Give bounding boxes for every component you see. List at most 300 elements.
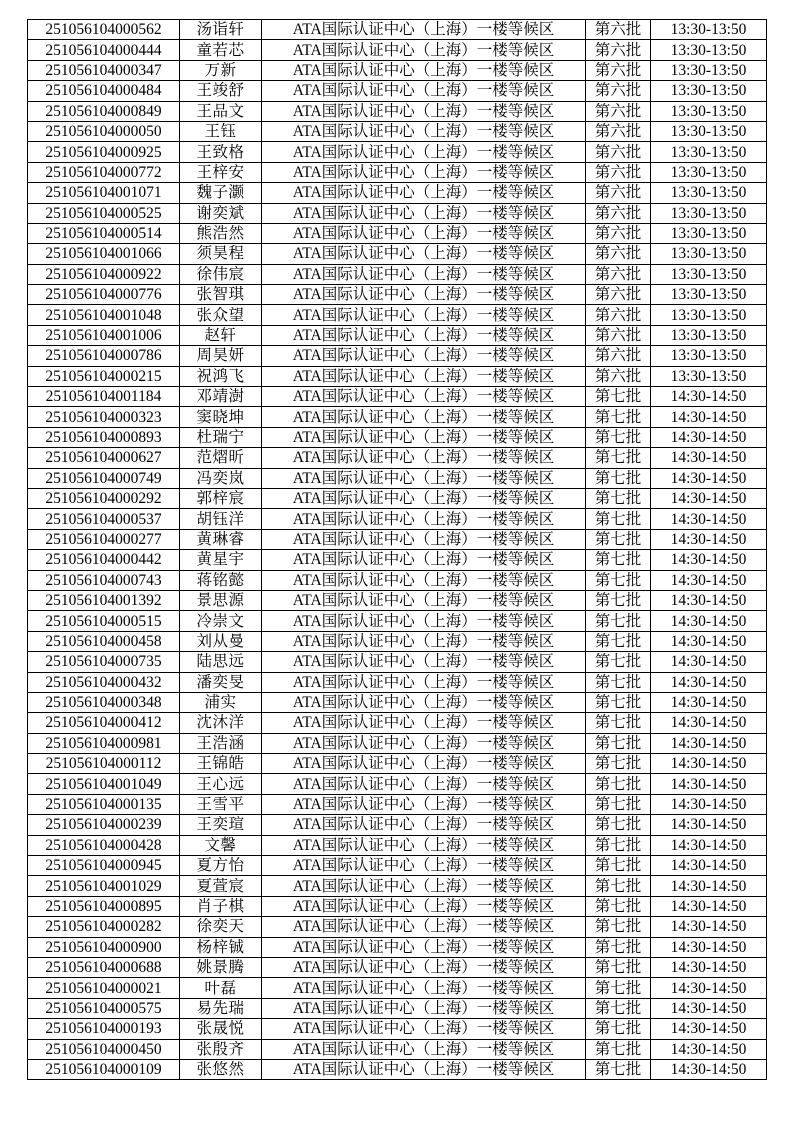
table-row: [28, 162, 767, 182]
batch-cell: 第七批: [586, 957, 651, 977]
table-row: [28, 81, 767, 101]
batch-cell: 第六批: [586, 162, 651, 182]
candidate-id-cell: 251056104000900: [28, 937, 180, 957]
table-row: [28, 183, 767, 203]
time-slot-cell: 14:30-14:50: [651, 856, 767, 876]
batch-cell: 第七批: [586, 917, 651, 937]
batch-cell: 第七批: [586, 387, 651, 407]
batch-cell: 第六批: [586, 285, 651, 305]
batch-cell: 第七批: [586, 468, 651, 488]
batch-cell: 第七批: [586, 937, 651, 957]
location-cell: ATA国际认证中心（上海）一楼等候区: [262, 40, 586, 60]
batch-cell: 第七批: [586, 652, 651, 672]
table-row: [28, 223, 767, 243]
table-row: [28, 1059, 767, 1079]
time-slot-cell: 14:30-14:50: [651, 488, 767, 508]
batch-cell: 第六批: [586, 203, 651, 223]
candidate-id-cell: 251056104000895: [28, 896, 180, 916]
location-cell: ATA国际认证中心（上海）一楼等候区: [262, 203, 586, 223]
candidate-id-cell: 251056104000922: [28, 264, 180, 284]
location-cell: ATA国际认证中心（上海）一楼等候区: [262, 121, 586, 141]
candidate-name-cell: 王心远: [180, 774, 262, 794]
candidate-id-cell: 251056104000627: [28, 448, 180, 468]
table-row: [28, 652, 767, 672]
time-slot-cell: 14:30-14:50: [651, 754, 767, 774]
batch-cell: 第六批: [586, 101, 651, 121]
candidate-name-cell: 汤诣轩: [180, 20, 262, 40]
candidate-id-cell: 251056104000292: [28, 488, 180, 508]
batch-cell: 第六批: [586, 40, 651, 60]
candidate-id-cell: 251056104000412: [28, 713, 180, 733]
candidate-id-cell: 251056104000776: [28, 285, 180, 305]
candidate-name-cell: 徐伟宸: [180, 264, 262, 284]
candidate-id-cell: 251056104001066: [28, 244, 180, 264]
time-slot-cell: 14:30-14:50: [651, 448, 767, 468]
batch-cell: 第七批: [586, 754, 651, 774]
table-row: [28, 427, 767, 447]
location-cell: ATA国际认证中心（上海）一楼等候区: [262, 713, 586, 733]
candidate-id-cell: 251056104000347: [28, 60, 180, 80]
candidate-id-cell: 251056104000193: [28, 1019, 180, 1039]
location-cell: ATA国际认证中心（上海）一楼等候区: [262, 692, 586, 712]
table-row: [28, 876, 767, 896]
candidate-id-cell: 251056104001006: [28, 325, 180, 345]
table-row: [28, 856, 767, 876]
time-slot-cell: 13:30-13:50: [651, 244, 767, 264]
time-slot-cell: 14:30-14:50: [651, 550, 767, 570]
candidate-name-cell: 王浩涵: [180, 733, 262, 753]
candidate-name-cell: 周昊妍: [180, 346, 262, 366]
location-cell: ATA国际认证中心（上海）一楼等候区: [262, 570, 586, 590]
time-slot-cell: 13:30-13:50: [651, 20, 767, 40]
table-row: [28, 468, 767, 488]
location-cell: ATA国际认证中心（上海）一楼等候区: [262, 529, 586, 549]
candidate-name-cell: 文馨: [180, 835, 262, 855]
table-row: [28, 529, 767, 549]
candidate-id-cell: 251056104000945: [28, 856, 180, 876]
table-row: [28, 917, 767, 937]
candidate-name-cell: 王梓安: [180, 162, 262, 182]
candidate-id-cell: 251056104000575: [28, 998, 180, 1018]
batch-cell: 第六批: [586, 183, 651, 203]
batch-cell: 第七批: [586, 631, 651, 651]
time-slot-cell: 14:30-14:50: [651, 590, 767, 610]
time-slot-cell: 13:30-13:50: [651, 101, 767, 121]
table-row: [28, 794, 767, 814]
candidate-name-cell: 景思源: [180, 590, 262, 610]
time-slot-cell: 14:30-14:50: [651, 876, 767, 896]
location-cell: ATA国际认证中心（上海）一楼等候区: [262, 509, 586, 529]
candidate-id-cell: 251056104001184: [28, 387, 180, 407]
candidate-id-cell: 251056104000735: [28, 652, 180, 672]
table-row: [28, 672, 767, 692]
table-row: [28, 550, 767, 570]
table-row: [28, 387, 767, 407]
table-row: [28, 407, 767, 427]
batch-cell: 第六批: [586, 264, 651, 284]
table-row: [28, 774, 767, 794]
time-slot-cell: 14:30-14:50: [651, 957, 767, 977]
candidate-id-cell: 251056104001071: [28, 183, 180, 203]
location-cell: ATA国际认证中心（上海）一楼等候区: [262, 957, 586, 977]
batch-cell: 第七批: [586, 672, 651, 692]
candidate-name-cell: 叶磊: [180, 978, 262, 998]
time-slot-cell: 14:30-14:50: [651, 937, 767, 957]
time-slot-cell: 13:30-13:50: [651, 203, 767, 223]
location-cell: ATA国际认证中心（上海）一楼等候区: [262, 162, 586, 182]
table-row: [28, 835, 767, 855]
candidate-id-cell: 251056104000239: [28, 815, 180, 835]
candidate-name-cell: 徐奕天: [180, 917, 262, 937]
location-cell: ATA国际认证中心（上海）一楼等候区: [262, 1019, 586, 1039]
location-cell: ATA国际认证中心（上海）一楼等候区: [262, 856, 586, 876]
location-cell: ATA国际认证中心（上海）一楼等候区: [262, 631, 586, 651]
table-row: [28, 713, 767, 733]
candidate-name-cell: 冯奕岚: [180, 468, 262, 488]
location-cell: ATA国际认证中心（上海）一楼等候区: [262, 244, 586, 264]
location-cell: ATA国际认证中心（上海）一楼等候区: [262, 325, 586, 345]
table-row: [28, 325, 767, 345]
batch-cell: 第六批: [586, 325, 651, 345]
location-cell: ATA国际认证中心（上海）一楼等候区: [262, 1039, 586, 1059]
location-cell: ATA国际认证中心（上海）一楼等候区: [262, 998, 586, 1018]
candidate-name-cell: 童若芯: [180, 40, 262, 60]
candidate-name-cell: 张殷齐: [180, 1039, 262, 1059]
location-cell: ATA国际认证中心（上海）一楼等候区: [262, 427, 586, 447]
batch-cell: 第六批: [586, 20, 651, 40]
time-slot-cell: 13:30-13:50: [651, 81, 767, 101]
batch-cell: 第七批: [586, 835, 651, 855]
batch-cell: 第六批: [586, 142, 651, 162]
time-slot-cell: 13:30-13:50: [651, 285, 767, 305]
candidate-name-cell: 沈沐洋: [180, 713, 262, 733]
candidate-name-cell: 窦晓坤: [180, 407, 262, 427]
schedule-table-body: [28, 20, 767, 1080]
time-slot-cell: 13:30-13:50: [651, 162, 767, 182]
batch-cell: 第七批: [586, 448, 651, 468]
table-row: [28, 590, 767, 610]
batch-cell: 第七批: [586, 427, 651, 447]
candidate-name-cell: 肖子棋: [180, 896, 262, 916]
batch-cell: 第六批: [586, 60, 651, 80]
candidate-id-cell: 251056104000277: [28, 529, 180, 549]
location-cell: ATA国际认证中心（上海）一楼等候区: [262, 754, 586, 774]
location-cell: ATA国际认证中心（上海）一楼等候区: [262, 733, 586, 753]
batch-cell: 第七批: [586, 978, 651, 998]
batch-cell: 第七批: [586, 1059, 651, 1079]
batch-cell: 第七批: [586, 488, 651, 508]
time-slot-cell: 14:30-14:50: [651, 570, 767, 590]
candidate-id-cell: 251056104000282: [28, 917, 180, 937]
table-row: [28, 937, 767, 957]
location-cell: ATA国际认证中心（上海）一楼等候区: [262, 81, 586, 101]
table-row: [28, 60, 767, 80]
candidate-name-cell: 夏方怡: [180, 856, 262, 876]
time-slot-cell: 14:30-14:50: [651, 468, 767, 488]
location-cell: ATA国际认证中心（上海）一楼等候区: [262, 590, 586, 610]
table-row: [28, 448, 767, 468]
time-slot-cell: 13:30-13:50: [651, 183, 767, 203]
candidate-name-cell: 陆思远: [180, 652, 262, 672]
candidate-id-cell: 251056104000743: [28, 570, 180, 590]
candidate-id-cell: 251056104000981: [28, 733, 180, 753]
time-slot-cell: 13:30-13:50: [651, 223, 767, 243]
time-slot-cell: 14:30-14:50: [651, 815, 767, 835]
batch-cell: 第七批: [586, 611, 651, 631]
batch-cell: 第七批: [586, 590, 651, 610]
candidate-name-cell: 王竣舒: [180, 81, 262, 101]
candidate-id-cell: 251056104000021: [28, 978, 180, 998]
candidate-id-cell: 251056104000428: [28, 835, 180, 855]
time-slot-cell: 14:30-14:50: [651, 509, 767, 529]
table-row: [28, 121, 767, 141]
batch-cell: 第七批: [586, 815, 651, 835]
candidate-id-cell: 251056104001029: [28, 876, 180, 896]
table-row: [28, 692, 767, 712]
location-cell: ATA国际认证中心（上海）一楼等候区: [262, 285, 586, 305]
time-slot-cell: 14:30-14:50: [651, 672, 767, 692]
table-row: [28, 203, 767, 223]
location-cell: ATA国际认证中心（上海）一楼等候区: [262, 448, 586, 468]
candidate-name-cell: 蒋铭懿: [180, 570, 262, 590]
candidate-id-cell: 251056104000786: [28, 346, 180, 366]
batch-cell: 第七批: [586, 794, 651, 814]
location-cell: ATA国际认证中心（上海）一楼等候区: [262, 264, 586, 284]
candidate-id-cell: 251056104000348: [28, 692, 180, 712]
candidate-name-cell: 谢奕斌: [180, 203, 262, 223]
location-cell: ATA国际认证中心（上海）一楼等候区: [262, 101, 586, 121]
batch-cell: 第七批: [586, 733, 651, 753]
candidate-name-cell: 范熠昕: [180, 448, 262, 468]
batch-cell: 第七批: [586, 713, 651, 733]
table-row: [28, 305, 767, 325]
candidate-name-cell: 浦实: [180, 692, 262, 712]
candidate-name-cell: 张晟悦: [180, 1019, 262, 1039]
candidate-id-cell: 251056104000432: [28, 672, 180, 692]
time-slot-cell: 13:30-13:50: [651, 264, 767, 284]
location-cell: ATA国际认证中心（上海）一楼等候区: [262, 876, 586, 896]
batch-cell: 第七批: [586, 407, 651, 427]
candidate-id-cell: 251056104000323: [28, 407, 180, 427]
batch-cell: 第七批: [586, 1019, 651, 1039]
table-row: [28, 631, 767, 651]
location-cell: ATA国际认证中心（上海）一楼等候区: [262, 468, 586, 488]
candidate-id-cell: 251056104000215: [28, 366, 180, 386]
time-slot-cell: 14:30-14:50: [651, 387, 767, 407]
candidate-name-cell: 王锦皓: [180, 754, 262, 774]
table-row: [28, 244, 767, 264]
batch-cell: 第六批: [586, 244, 651, 264]
batch-cell: 第七批: [586, 570, 651, 590]
candidate-name-cell: 邓靖澍: [180, 387, 262, 407]
table-row: [28, 998, 767, 1018]
time-slot-cell: 14:30-14:50: [651, 733, 767, 753]
batch-cell: 第六批: [586, 81, 651, 101]
table-row: [28, 611, 767, 631]
candidate-name-cell: 冷崇文: [180, 611, 262, 631]
candidate-name-cell: 须昊程: [180, 244, 262, 264]
candidate-name-cell: 王钰: [180, 121, 262, 141]
candidate-id-cell: 251056104001048: [28, 305, 180, 325]
schedule-sheet: [27, 19, 767, 1080]
candidate-name-cell: 张悠然: [180, 1059, 262, 1079]
table-row: [28, 285, 767, 305]
time-slot-cell: 13:30-13:50: [651, 366, 767, 386]
time-slot-cell: 14:30-14:50: [651, 652, 767, 672]
batch-cell: 第七批: [586, 876, 651, 896]
batch-cell: 第六批: [586, 305, 651, 325]
candidate-id-cell: 251056104000484: [28, 81, 180, 101]
schedule-table: [27, 19, 767, 1080]
time-slot-cell: 13:30-13:50: [651, 121, 767, 141]
batch-cell: 第七批: [586, 1039, 651, 1059]
time-slot-cell: 14:30-14:50: [651, 896, 767, 916]
table-row: [28, 488, 767, 508]
candidate-name-cell: 王致格: [180, 142, 262, 162]
candidate-id-cell: 251056104000442: [28, 550, 180, 570]
time-slot-cell: 14:30-14:50: [651, 978, 767, 998]
time-slot-cell: 13:30-13:50: [651, 60, 767, 80]
candidate-id-cell: 251056104001392: [28, 590, 180, 610]
batch-cell: 第七批: [586, 529, 651, 549]
batch-cell: 第七批: [586, 509, 651, 529]
table-row: [28, 957, 767, 977]
time-slot-cell: 14:30-14:50: [651, 529, 767, 549]
candidate-id-cell: 251056104000772: [28, 162, 180, 182]
location-cell: ATA国际认证中心（上海）一楼等候区: [262, 407, 586, 427]
location-cell: ATA国际认证中心（上海）一楼等候区: [262, 20, 586, 40]
time-slot-cell: 14:30-14:50: [651, 611, 767, 631]
candidate-name-cell: 潘奕旻: [180, 672, 262, 692]
candidate-name-cell: 黄星宇: [180, 550, 262, 570]
time-slot-cell: 14:30-14:50: [651, 692, 767, 712]
candidate-id-cell: 251056104000135: [28, 794, 180, 814]
candidate-id-cell: 251056104000688: [28, 957, 180, 977]
time-slot-cell: 14:30-14:50: [651, 774, 767, 794]
table-row: [28, 142, 767, 162]
time-slot-cell: 13:30-13:50: [651, 325, 767, 345]
location-cell: ATA国际认证中心（上海）一楼等候区: [262, 305, 586, 325]
location-cell: ATA国际认证中心（上海）一楼等候区: [262, 488, 586, 508]
candidate-id-cell: 251056104000849: [28, 101, 180, 121]
time-slot-cell: 14:30-14:50: [651, 1039, 767, 1059]
table-row: [28, 1019, 767, 1039]
batch-cell: 第七批: [586, 692, 651, 712]
location-cell: ATA国际认证中心（上海）一楼等候区: [262, 60, 586, 80]
location-cell: ATA国际认证中心（上海）一楼等候区: [262, 978, 586, 998]
time-slot-cell: 14:30-14:50: [651, 631, 767, 651]
location-cell: ATA国际认证中心（上海）一楼等候区: [262, 917, 586, 937]
candidate-name-cell: 夏萱宸: [180, 876, 262, 896]
time-slot-cell: 14:30-14:50: [651, 427, 767, 447]
candidate-name-cell: 魏子灏: [180, 183, 262, 203]
location-cell: ATA国际认证中心（上海）一楼等候区: [262, 366, 586, 386]
candidate-id-cell: 251056104000112: [28, 754, 180, 774]
batch-cell: 第七批: [586, 774, 651, 794]
batch-cell: 第七批: [586, 550, 651, 570]
candidate-id-cell: 251056104000515: [28, 611, 180, 631]
candidate-id-cell: 251056104000458: [28, 631, 180, 651]
location-cell: ATA国际认证中心（上海）一楼等候区: [262, 611, 586, 631]
candidate-name-cell: 郭梓宸: [180, 488, 262, 508]
table-row: [28, 366, 767, 386]
location-cell: ATA国际认证中心（上海）一楼等候区: [262, 835, 586, 855]
candidate-name-cell: 万新: [180, 60, 262, 80]
batch-cell: 第六批: [586, 223, 651, 243]
table-row: [28, 40, 767, 60]
candidate-name-cell: 赵轩: [180, 325, 262, 345]
table-row: [28, 509, 767, 529]
candidate-id-cell: 251056104000514: [28, 223, 180, 243]
candidate-name-cell: 胡钰洋: [180, 509, 262, 529]
location-cell: ATA国际认证中心（上海）一楼等候区: [262, 346, 586, 366]
candidate-id-cell: 251056104000109: [28, 1059, 180, 1079]
candidate-name-cell: 熊浩然: [180, 223, 262, 243]
time-slot-cell: 14:30-14:50: [651, 713, 767, 733]
candidate-id-cell: 251056104000893: [28, 427, 180, 447]
candidate-id-cell: 251056104000050: [28, 121, 180, 141]
candidate-id-cell: 251056104000525: [28, 203, 180, 223]
candidate-name-cell: 黄琳睿: [180, 529, 262, 549]
location-cell: ATA国际认证中心（上海）一楼等候区: [262, 183, 586, 203]
time-slot-cell: 14:30-14:50: [651, 917, 767, 937]
candidate-name-cell: 杜瑞宁: [180, 427, 262, 447]
time-slot-cell: 14:30-14:50: [651, 1019, 767, 1039]
location-cell: ATA国际认证中心（上海）一楼等候区: [262, 794, 586, 814]
candidate-name-cell: 张智琪: [180, 285, 262, 305]
location-cell: ATA国际认证中心（上海）一楼等候区: [262, 387, 586, 407]
candidate-id-cell: 251056104000450: [28, 1039, 180, 1059]
batch-cell: 第六批: [586, 366, 651, 386]
table-row: [28, 20, 767, 40]
table-row: [28, 101, 767, 121]
table-row: [28, 1039, 767, 1059]
location-cell: ATA国际认证中心（上海）一楼等候区: [262, 815, 586, 835]
time-slot-cell: 13:30-13:50: [651, 40, 767, 60]
candidate-id-cell: 251056104000562: [28, 20, 180, 40]
candidate-name-cell: 姚景腾: [180, 957, 262, 977]
candidate-id-cell: 251056104000925: [28, 142, 180, 162]
time-slot-cell: 13:30-13:50: [651, 305, 767, 325]
table-row: [28, 264, 767, 284]
candidate-id-cell: 251056104000749: [28, 468, 180, 488]
batch-cell: 第七批: [586, 998, 651, 1018]
time-slot-cell: 14:30-14:50: [651, 998, 767, 1018]
candidate-id-cell: 251056104000537: [28, 509, 180, 529]
location-cell: ATA国际认证中心（上海）一楼等候区: [262, 652, 586, 672]
batch-cell: 第六批: [586, 346, 651, 366]
time-slot-cell: 13:30-13:50: [651, 142, 767, 162]
table-row: [28, 978, 767, 998]
table-row: [28, 815, 767, 835]
candidate-name-cell: 祝鸿飞: [180, 366, 262, 386]
table-row: [28, 346, 767, 366]
candidate-name-cell: 杨梓铖: [180, 937, 262, 957]
candidate-id-cell: 251056104001049: [28, 774, 180, 794]
location-cell: ATA国际认证中心（上海）一楼等候区: [262, 774, 586, 794]
table-row: [28, 896, 767, 916]
time-slot-cell: 13:30-13:50: [651, 346, 767, 366]
location-cell: ATA国际认证中心（上海）一楼等候区: [262, 1059, 586, 1079]
batch-cell: 第七批: [586, 856, 651, 876]
candidate-id-cell: 251056104000444: [28, 40, 180, 60]
location-cell: ATA国际认证中心（上海）一楼等候区: [262, 672, 586, 692]
batch-cell: 第六批: [586, 121, 651, 141]
table-row: [28, 754, 767, 774]
table-row: [28, 570, 767, 590]
location-cell: ATA国际认证中心（上海）一楼等候区: [262, 550, 586, 570]
time-slot-cell: 14:30-14:50: [651, 407, 767, 427]
